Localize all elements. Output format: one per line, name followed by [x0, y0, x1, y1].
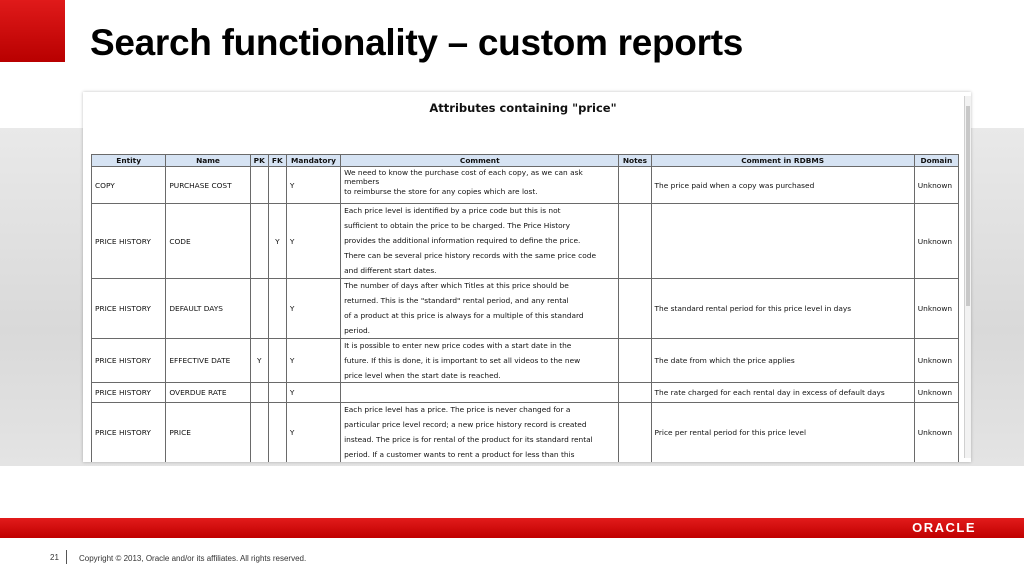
name-cell: OVERDUE RATE	[166, 383, 250, 403]
slide-title: Search functionality – custom reports	[90, 22, 744, 63]
comment-line: Each price level has a price. The price is never changed for a	[344, 405, 571, 414]
table-row	[92, 383, 959, 403]
footer-red-bar	[0, 518, 1024, 538]
name-cell: CODE	[166, 204, 250, 279]
comment-cell	[341, 383, 619, 403]
entity-cell: PRICE HISTORY	[92, 204, 166, 279]
entity-cell: PRICE HISTORY	[92, 279, 166, 339]
comment-line: Each price level is identified by a price code but this is not	[344, 206, 561, 215]
column-header: Name	[166, 155, 250, 167]
name-cell: EFFECTIVE DATE	[166, 339, 250, 383]
domain-cell: Unknown	[914, 279, 958, 339]
pk-cell	[250, 167, 268, 204]
pk-cell	[250, 204, 268, 279]
domain-cell: Unknown	[914, 339, 958, 383]
comment-cell	[341, 167, 619, 204]
mandatory-cell: Y	[286, 167, 340, 204]
comment-line: particular price level record; a new price history record is created	[344, 420, 587, 429]
mandatory-cell: Y	[286, 339, 340, 383]
fk-cell	[268, 339, 286, 383]
entity-cell: PRICE HISTORY	[92, 339, 166, 383]
notes-cell	[619, 403, 651, 463]
table-row	[92, 279, 959, 339]
report-title: Attributes containing "price"	[429, 101, 617, 115]
notes-cell	[619, 279, 651, 339]
attributes-table	[91, 154, 959, 462]
entity-cell: PRICE HISTORY	[92, 383, 166, 403]
comment-cell	[341, 279, 619, 339]
pk-cell: Y	[250, 339, 268, 383]
column-header: Entity	[92, 155, 166, 167]
table-row	[92, 204, 959, 279]
comment-line: returned. This is the "standard" rental period, and any rental	[344, 296, 569, 305]
comment-line: instead. The price is for rental of the product for its standard rental	[344, 435, 593, 444]
pk-cell	[250, 383, 268, 403]
comment-cell	[341, 403, 619, 463]
mandatory-cell: Y	[286, 279, 340, 339]
slide-number: 21	[50, 553, 59, 562]
rdbms-comment-cell: The date from which the price applies	[651, 339, 914, 383]
table-row	[92, 403, 959, 463]
comment-line: and different start dates.	[344, 266, 437, 275]
scrollbar-thumb[interactable]	[966, 106, 970, 306]
column-header: Comment in RDBMS	[651, 155, 914, 167]
comment-line: of a product at this price is always for a multiple of this standard	[344, 311, 584, 320]
copyright-notice: Copyright © 2013, Oracle and/or its affiliates. All rights reserved.	[79, 554, 307, 563]
notes-cell	[619, 167, 651, 204]
domain-cell: Unknown	[914, 403, 958, 463]
fk-cell: Y	[268, 204, 286, 279]
entity-cell: PRICE HISTORY	[92, 403, 166, 463]
mandatory-cell: Y	[286, 403, 340, 463]
fk-cell	[268, 403, 286, 463]
brand-corner-block	[0, 0, 65, 62]
notes-cell	[619, 204, 651, 279]
column-header: Mandatory	[286, 155, 340, 167]
mandatory-cell: Y	[286, 383, 340, 403]
comment-line: It is possible to enter new price codes with a start date in the	[344, 340, 572, 350]
domain-cell: Unknown	[914, 383, 958, 403]
comment-line: period.	[344, 326, 371, 335]
comment-line: price level when the start date is reached.	[344, 370, 501, 380]
rdbms-comment-cell	[651, 204, 914, 279]
name-cell: PRICE	[166, 403, 250, 463]
pk-cell	[250, 279, 268, 339]
rdbms-comment-cell: The rate charged for each rental day in excess of default days	[651, 383, 914, 403]
column-header: Domain	[914, 155, 958, 167]
rdbms-comment-cell: Price per rental period for this price level	[651, 403, 914, 463]
notes-cell	[619, 339, 651, 383]
comment-line: We need to know the purchase cost of each copy, as we can ask members	[344, 168, 583, 186]
footer-divider	[66, 550, 67, 564]
comment-cell	[341, 204, 619, 279]
comment-line: to reimburse the store for any copies which are lost.	[344, 187, 538, 196]
domain-cell: Unknown	[914, 167, 958, 204]
comment-line: sufficient to obtain the price to be charged. The Price History	[344, 221, 571, 230]
comment-cell	[341, 339, 619, 383]
domain-cell: Unknown	[914, 204, 958, 279]
comment-line: future. If this is done, it is important to set all videos to the new	[344, 355, 581, 365]
oracle-logo: ORACLE	[912, 520, 976, 535]
vertical-scrollbar[interactable]	[964, 96, 971, 458]
rdbms-comment-cell: The standard rental period for this price level in days	[651, 279, 914, 339]
entity-cell: COPY	[92, 167, 166, 204]
table-row	[92, 339, 959, 383]
column-header: FK	[268, 155, 286, 167]
report-screenshot	[83, 92, 971, 462]
notes-cell	[619, 383, 651, 403]
column-header: Notes	[619, 155, 651, 167]
comment-line: There can be several price history records with the same price code	[344, 251, 596, 260]
table-header-row	[92, 155, 959, 167]
pk-cell	[250, 403, 268, 463]
comment-line: provides the additional information required to define the price.	[344, 236, 581, 245]
fk-cell	[268, 167, 286, 204]
fk-cell	[268, 383, 286, 403]
fk-cell	[268, 279, 286, 339]
name-cell: PURCHASE COST	[166, 167, 250, 204]
name-cell: DEFAULT DAYS	[166, 279, 250, 339]
comment-line: period. If a customer wants to rent a product for less than this	[344, 450, 575, 459]
column-header: Comment	[341, 155, 619, 167]
table-row	[92, 167, 959, 204]
column-header: PK	[250, 155, 268, 167]
mandatory-cell: Y	[286, 204, 340, 279]
rdbms-comment-cell: The price paid when a copy was purchased	[651, 167, 914, 204]
comment-line: The number of days after which Titles at this price should be	[344, 281, 569, 290]
